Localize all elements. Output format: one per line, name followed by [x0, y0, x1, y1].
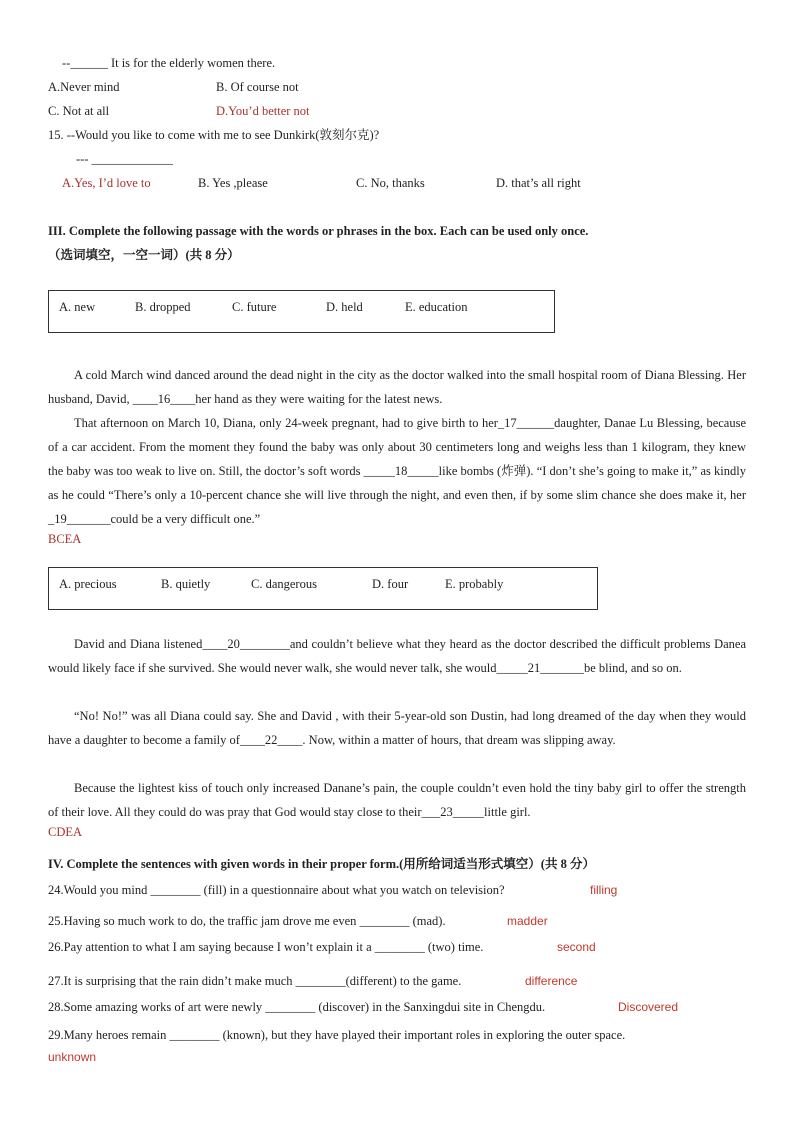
prev-question-line: --______ It is for the elderly women there.: [62, 56, 276, 70]
q15-question: 15. --Would you like to come with me to see Dunkirk(敦刻尔克)?: [48, 128, 380, 142]
word-box-2-item: B. quietly: [161, 577, 211, 591]
q25: 25.Having so much work to do, the traffic jam drove me even ________ (mad).: [48, 914, 446, 928]
q27: 27.It is surprising that the rain didn’t make much ________(different) to the game.: [48, 974, 462, 988]
option-b: B. Of course not: [216, 80, 299, 94]
q15-option-a-answer: A.Yes, I’d love to: [62, 176, 151, 190]
passage-paragraph-1: A cold March wind danced around the dead night in the city as the doctor walked into the small hospital room of Diana Blessing. Her husband, David, ____16____her hand as they were waiting for the latest news.: [48, 368, 746, 406]
q15-blank: --- _____________: [76, 152, 173, 166]
q29: 29.Many heroes remain ________ (known), but they have played their important roles in exploring the outer space.: [48, 1028, 626, 1042]
word-box-1-item: E. education: [405, 300, 468, 314]
passage-paragraph-2: That afternoon on March 10, Diana, only 24-week pregnant, had to give birth to her_17______daughter, Danae Lu Blessing, because of a car accident. From the moment they found the baby was only about 30 centimeters long and weighs less than 1 kilogram, they knew the baby was too weak to live on. Still, the doctor’s soft words _____18_____like bombs (炸弹). “I don’t she’s going to make it,” as kindly as he could “There’s only a 10-percent chance she will live through the night, and even then, if by some slim chance she does make it, her _19_______could be a very difficult one.”: [48, 416, 746, 526]
q24: 24.Would you mind ________ (fill) in a questionnaire about what you watch on television?: [48, 883, 505, 897]
word-box-1-item: D. held: [326, 300, 363, 314]
word-box-1-item: B. dropped: [135, 300, 191, 314]
option-a: A.Never mind: [48, 80, 120, 94]
q28-answer: Discovered: [618, 1000, 679, 1014]
q26: 26.Pay attention to what I am saying because I won’t explain it a ________ (two) time.: [48, 940, 484, 954]
option-d-answer: D.You’d better not: [216, 104, 310, 118]
q26-answer: second: [557, 940, 596, 954]
section4-title: IV. Complete the sentences with given words in their proper form.(用所给词适当形式填空）(共 8 分）: [48, 857, 595, 871]
passage-paragraph-4: “No! No!” was all Diana could say. She and David , with their 5-year-old son Dustin, had long dreamed of the day when they would have a daughter to become a family of____22____. Now, within a matter of hours, that dream was slipping away.: [48, 709, 746, 747]
section3-title: III. Complete the following passage with the words or phrases in the box. Each can be used only once.: [48, 224, 589, 238]
q15-option-d: D. that’s all right: [496, 176, 581, 190]
word-box-2: [48, 567, 598, 610]
q25-answer: madder: [507, 914, 548, 928]
word-box-2-item: A. precious: [59, 577, 117, 591]
q29-answer: unknown: [48, 1050, 97, 1064]
word-box-2-item: D. four: [372, 577, 409, 591]
word-box-1-item: A. new: [59, 300, 96, 314]
q28: 28.Some amazing works of art were newly ________ (discover) in the Sanxingdui site in Chengdu.: [48, 1000, 546, 1014]
word-box-2-item: E. probably: [445, 577, 504, 591]
word-box-1: [48, 290, 555, 333]
answer-key-2: CDEA: [48, 825, 83, 839]
word-box-2-item: C. dangerous: [251, 577, 317, 591]
passage-paragraph-5: Because the lightest kiss of touch only increased Danane’s pain, the couple couldn’t even hold the tiny baby girl to offer the strength of their love. All they could do was pray that God would stay close to their___23_____little girl.: [48, 781, 746, 819]
option-c: C. Not at all: [48, 104, 110, 118]
q24-answer: filling: [590, 883, 618, 897]
word-box-1-item: C. future: [232, 300, 277, 314]
section3-subtitle: （选词填空，一空一词）(共 8 分）: [48, 248, 240, 262]
passage-paragraph-3: David and Diana listened____20________and couldn’t believe what they heard as the doctor described the difficult problems Danea would likely face if she survived. She would never walk, she would never talk, she would_____21_______be blind, and so on.: [48, 637, 746, 675]
answer-key-1: BCEA: [48, 532, 82, 546]
q27-answer: difference: [525, 974, 578, 988]
q15-option-c: C. No, thanks: [356, 176, 425, 190]
q15-option-b: B. Yes ,please: [198, 176, 268, 190]
